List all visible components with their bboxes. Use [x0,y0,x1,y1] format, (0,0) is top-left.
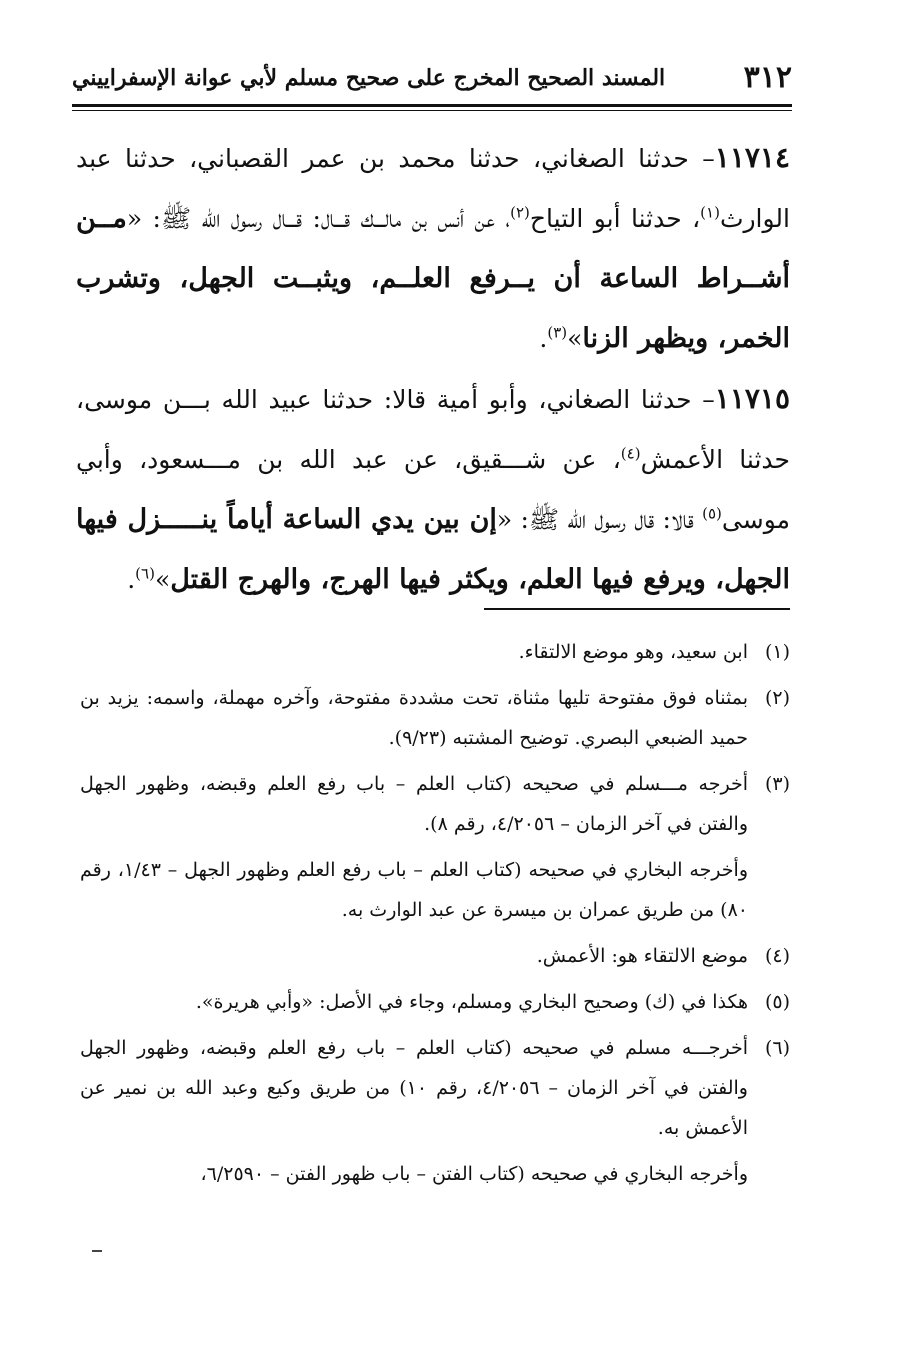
footnote-label: (٥) [764,991,790,1013]
footnote-label: (٢) [764,687,790,709]
footnote-2 [80,678,790,758]
footnote-6 [80,1028,790,1148]
hadith-text: ، عن أنس بن مالـــك قـــال: قـــال رسول الله ﷺ: « [126,204,511,233]
footnote-5 [80,982,790,1022]
footnote-separator [484,608,790,610]
page-number: ٣١٢ [743,60,792,95]
footnote-4 [80,936,790,976]
hadith-text: قالا: قال رسول الله ﷺ: « [496,505,703,534]
footnote-label: (٣) [764,773,790,795]
quote-close: » [567,324,583,353]
footnote-text: موضع الالتقاء هو: الأعمش. [536,945,748,967]
footnote-ref[interactable]: (٤) [620,444,641,463]
footnote-text: هكذا في (ك) وصحيح البخاري ومسلم، وجاء في الأصل: «وأبي هريرة». [195,991,748,1013]
footnote-ref[interactable]: (٦) [135,564,155,583]
footnote-3-continued [80,850,790,930]
footnote-text: أخرجه مـــسلم في صحيحه (كتاب العلم – باب رفع العلم وقبضه، وظهور الجهل والفتن في آخر الزمان – ٤/٢٠٥٦، رقم ٨). [80,773,748,835]
hadith-text: ، عن شـــقيق، عن عبد الله بن مـــسعود، وأبي موسى [76,445,790,534]
footnote-text: ابن سعيد، وهو موضع الالتقاء. [518,641,748,663]
hadith-tail: . [127,565,136,594]
running-title: المسند الصحيح المخرج على صحيح مسلم لأبي عوانة الإسفراييني [72,65,666,91]
main-text [76,128,790,610]
hadith-11714 [76,128,790,369]
hadith-11715 [76,369,790,610]
footnote-text: وأخرجه البخاري في صحيحه (كتاب الفتن – باب ظهور الفتن – ٦/٢٥٩٠، [200,1163,748,1185]
footnote-ref[interactable]: (٣) [547,323,568,342]
page-header [72,58,792,98]
footnote-1 [80,632,790,672]
footnote-6-continued [80,1154,790,1194]
hadith-text: ، حدثنا أبو التياح [529,204,701,233]
footnote-label: (١) [764,641,790,663]
footnotes [80,632,790,1200]
footnote-ref[interactable]: (٥) [702,504,722,523]
footnote-label: (٦) [764,1037,790,1059]
hadith-text: – حدثنا الصغاني، حدثنا محمد بن عمر القصباني، حدثنا عبد الوارث [76,144,790,233]
header-rule-thick [72,104,792,107]
continuation-mark [92,1250,102,1252]
header-rule-thin [72,110,792,111]
hadith-tail: . [539,324,548,353]
hadith-quote: إن بين يدي الساعة أياماً ينـــــزل فيها الجهل، ويرفع فيها العلم، ويكثر فيها الهرج، والهرج القتل [76,504,790,595]
hadith-number: ١١٧١٤ [714,141,790,174]
footnote-text: بمثناه فوق مفتوحة تليها مثناة، تحت مشددة مفتوحة، وآخره مهملة، واسمه: يزيد بن حميد الضبعي البصري. توضيح المشتبه (٩/٢٣). [80,687,748,749]
quote-close: » [154,565,171,594]
hadith-number: ١١٧١٥ [714,382,790,415]
footnote-text: أخرجـــه مسلم في صحيحه (كتاب العلم – باب رفع العلم وقبضه، وظهور الجهل والفتن في آخر الزمان – ٤/٢٠٥٦، رقم ١٠) من طريق وكيع وعبد الله بن نمير عن الأعمش به. [80,1037,748,1139]
footnote-3 [80,764,790,844]
footnote-ref[interactable]: (١) [700,203,720,222]
footnote-label: (٤) [764,945,790,967]
hadith-text: – حدثنا الصغاني، وأبو أمية قالا: حدثنا عبيد الله بـــن موسى، حدثنا الأعمش [76,385,790,474]
footnote-text: وأخرجه البخاري في صحيحه (كتاب العلم – باب رفع العلم وظهور الجهل – ١/٤٣، رقم ٨٠) من طريق عمران بن ميسرة عن عبد الوارث به. [80,859,748,921]
hadith-quote: مــن أشــراط الساعة أن يــرفع العلــم، ويثبــت الجهل، وتشرب الخمر، ويظهر الزنا [76,203,790,354]
footnote-ref[interactable]: (٢) [510,203,530,222]
